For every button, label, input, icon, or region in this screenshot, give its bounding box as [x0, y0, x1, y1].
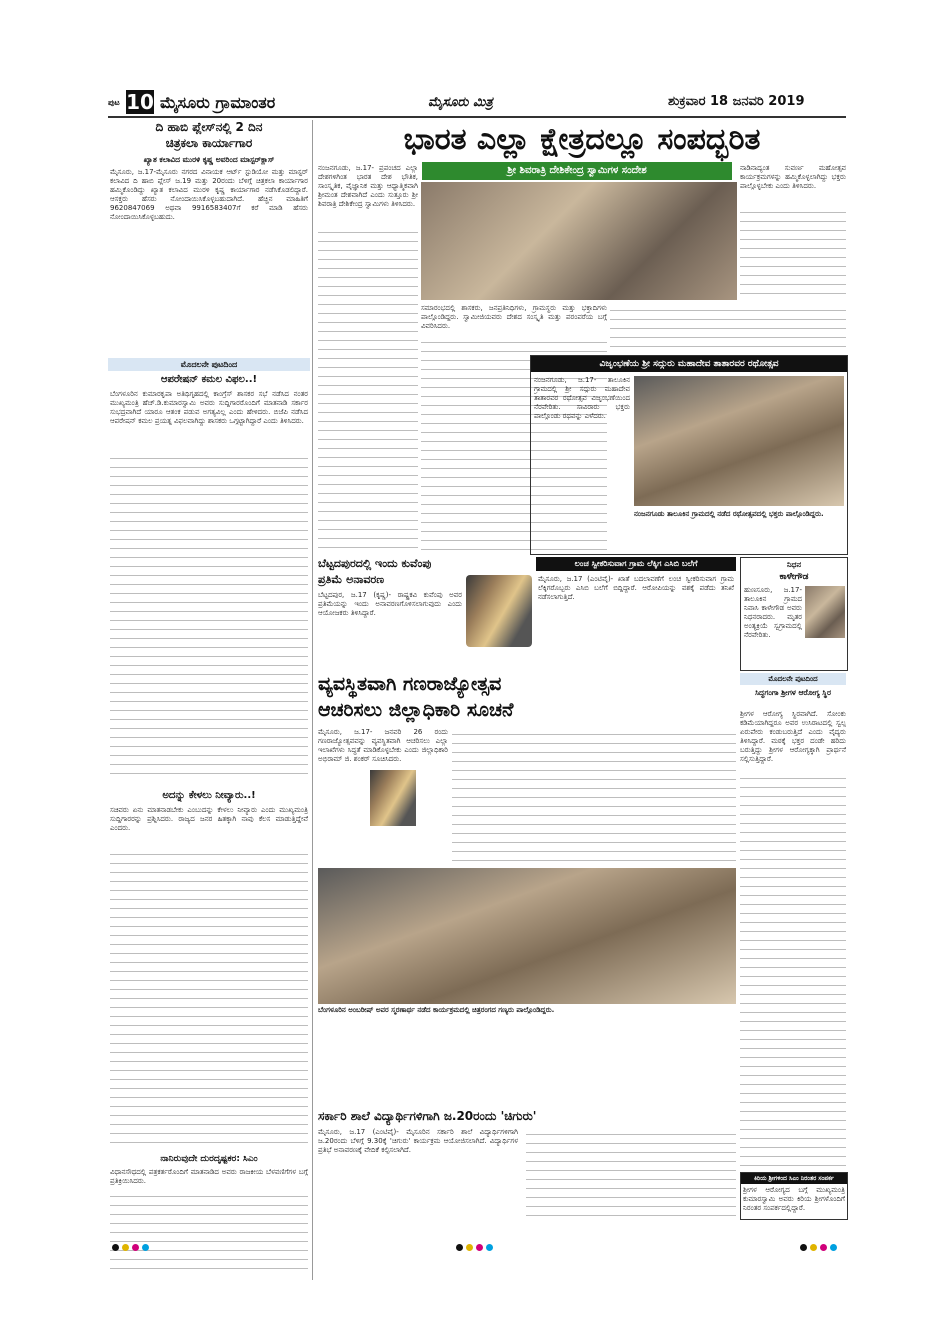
story3-body: ಸಚಿವರು ಏನು ಮಾತನಾಡಬೇಕು ಎಂಬುದನ್ನು ಕೇಳಲು ನೀವ್ಯಾರು ಎಂದು ಮುಖ್ಯಮಂತ್ರಿ ಸುದ್ದಿಗಾರರನ್ನು ಪ್ರಶ್ನಿಸಿದರು. ರಾಜ್ಯದ ಜನರ ಹಿತಕ್ಕಾಗಿ ನಾವು ಕೆಲಸ ಮಾಡುತ್ತಿದ್ದೇವೆ ಎಂದರು.	[110, 806, 308, 832]
story1-subtitle: ಖ್ಯಾತ ಕಲಾವಿದ ಮುರಳಿ ಕೃಷ್ಣ ಅವರಿಂದ ಮಾಸ್ಟರ್‌ಕ್ಲಾಸ್	[143, 155, 275, 164]
statue-story	[318, 557, 532, 667]
issue-date: ಶುಕ್ರವಾರ 18 ಜನವರಿ 2019	[668, 94, 805, 109]
right-body: ಶ್ರೀಗಳ ಆರೋಗ್ಯ ಸ್ಥಿರವಾಗಿದೆ. ಸೋಂಕು ಕಡಿಮೆಯಾಗಿದ್ದರೂ ಅವರ ಉಸಿರಾಟದಲ್ಲಿ ಸ್ವಲ್ಪ ಏರುಪೇರು ಕಂಡುಬರುತ್ತಿದೆ ಎಂದು ವೈದ್ಯರು ತಿಳಿಸಿದ್ದಾರೆ. ಮಠಕ್ಕೆ ಭಕ್ತರ ದಂಡೇ ಹರಿದು ಬರುತ್ತಿದ್ದು ಶ್ರೀಗಳ ಆರೋಗ್ಯಕ್ಕಾಗಿ ಪ್ರಾರ್ಥನೆ ಸಲ್ಲಿಸುತ್ತಿದ್ದಾರೆ.	[740, 710, 846, 763]
story2-body: ಬೆಂಗಳೂರಿನ ಕುಮಾರಕೃಪಾ ಅತಿಥಿಗೃಹದಲ್ಲಿ ಕಾಂಗ್ರೆಸ್ ಶಾಸಕರ ಸಭೆ ನಡೆಸಿದ ನಂತರ ಮುಖ್ಯಮಂತ್ರಿ ಹೆಚ್.ಡಿ.ಕುಮಾರಸ್ವಾಮಿ ಅವರು ಸುದ್ದಿಗಾರರೊಂದಿಗೆ ಮಾತನಾಡಿ ಸರ್ಕಾರ ಸುಭದ್ರವಾಗಿದೆ ಯಾರೂ ಆತಂಕ ಪಡುವ ಅಗತ್ಯವಿಲ್ಲ ಎಂದು ಹೇಳಿದರು. ಬಿಜೆಪಿ ನಡೆಸಿದ ಆಪರೇಷನ್ ಕಮಲ ಪ್ರಯತ್ನ ವಿಫಲವಾಗಿದ್ದು ಶಾಸಕರು ಒಗ್ಗಟ್ಟಾಗಿದ್ದಾರೆ ಎಂದು ತಿಳಿಸಿದರು.	[110, 390, 308, 425]
republic-title-1: ವ್ಯವಸ್ಥಿತವಾಗಿ ಗಣರಾಜ್ಯೋತ್ಸವ	[318, 673, 502, 695]
main-photo	[421, 182, 737, 300]
page-header	[108, 88, 846, 118]
page-label: ಪುಟ	[108, 98, 120, 107]
statue-title-1: ಬೆಟ್ಟದಪುರದಲ್ಲಿ ಇಂದು ಕುವೆಂಪು	[318, 557, 432, 570]
obituary-title: ನಿಧನ	[786, 560, 802, 569]
main-body-lower: ಸಮಾರಂಭದಲ್ಲಿ ಶಾಸಕರು, ಜನಪ್ರತಿನಿಧಿಗಳು, ಗ್ರಾಮಸ್ಥರು ಮತ್ತು ಭಕ್ತಾದಿಗಳು ಪಾಲ್ಗೊಂಡಿದ್ದರು. ಸ್ವಾಮೀಜಿಯವರು ದೇಶದ ಸಂಸ್ಕೃತಿ ಮತ್ತು ಪರಂಪರೆಯ ಬಗ್ಗೆ ವಿವರಿಸಿದರು.	[421, 304, 607, 330]
lanka-story	[536, 557, 736, 667]
main-body-col1: ನಂಜನಗೂಡು, ಜ.17- ಪ್ರಪಂಚದ ಎಲ್ಲಾ ದೇಶಗಳಿಗಿಂತ ಭಾರತ ದೇಶ ಭೌತಿಕ, ಸಾಂಸ್ಕೃತಿಕ, ವೈಜ್ಞಾನಿಕ ಮತ್ತು ಆಧ್ಯಾತ್ಮಿಕವಾಗಿ ಶ್ರೀಮಂತ ದೇಶವಾಗಿದೆ ಎಂದು ಸುತ್ತೂರು ಶ್ರೀ ಶಿವರಾತ್ರಿ ದೇಶಿಕೇಂದ್ರ ಸ್ವಾಮಿಗಳು ತಿಳಿಸಿದರು.	[318, 164, 418, 208]
obituary-box	[740, 557, 848, 671]
story4-body: ವಿಧಾನಸೌಧದಲ್ಲಿ ಪತ್ರಕರ್ತರೊಂದಿಗೆ ಮಾತನಾಡಿದ ಅವರು ರಾಜಕೀಯ ಬೆಳವಣಿಗೆಗಳ ಬಗ್ಗೆ ಪ್ರತಿಕ್ರಿಯಿಸಿದರು.	[110, 1168, 308, 1185]
rathotsava-body: ನಂಜನಗೂಡು, ಜ.17- ತಾಲೂಕಿನ ಗ್ರಾಮದಲ್ಲಿ ಶ್ರೀ ಸದ್ಗುರು ಮಹಾದೇವ ತಾತಾರವರ ರಥೋತ್ಸವ ವಿಜೃಂಭಣೆಯಿಂದ ನೆರವೇರಿತು. ಸಾವಿರಾರು ಭಕ್ತರು ಪಾಲ್ಗೊಂಡು ರಥವನ್ನು ಎಳೆದರು.	[534, 376, 630, 420]
event-caption: ಬೆಂಗಳೂರಿನ ಅಂಬರೀಷ್ ಅವರ ಸ್ಮರಣಾರ್ಥ ನಡೆದ ಕಾರ್ಯಕ್ರಮದಲ್ಲಿ ಚಿತ್ರರಂಗದ ಗಣ್ಯರು ಪಾಲ್ಗೊಂಡಿದ್ದರು.	[318, 1006, 555, 1014]
dc-photo	[370, 770, 416, 826]
obituary-name: ಕಾಳೇಗೌಡ	[779, 572, 809, 582]
story2-title: ಆಪರೇಷನ್ ಕಮಲ ವಿಫಲ..!	[160, 374, 258, 385]
right-box	[740, 1172, 848, 1220]
section-title: ಮೈಸೂರು ಗ್ರಾಮಾಂತರ	[160, 93, 276, 112]
left-column	[108, 120, 310, 1280]
registration-marks-center	[456, 1236, 496, 1255]
main-body-lower-right	[610, 304, 846, 352]
right-box-body: ಶ್ರೀಗಳ ಆರೋಗ್ಯದ ಬಗ್ಗೆ ಮುಖ್ಯಮಂತ್ರಿ ಕುಮಾರಸ್ವಾಮಿ ಅವರು ಕಿರಿಯ ಶ್ರೀಗಳೊಂದಿಗೆ ನಿರಂತರ ಸಂಪರ್ಕದಲ್ಲಿದ್ದಾರೆ.	[743, 1186, 845, 1212]
rathotsava-photo	[634, 376, 844, 506]
story1-body: ಮೈಸೂರು, ಜ.17-ಮೈಸೂರು ನಗರದ ವಿನಾಯಕ ಆರ್ಟ್ ಸ್ಟುಡಿಯೋ ಮತ್ತು ಮಾಸ್ಟರ್ ಕಲಾವಿದ ದಿ ಹಾಬಿ ಪ್ಲೇಸ್ ಜ.19 ಮತ್ತು 20ರಂದು ಬೆಳಿಗ್ಗೆ ಚಿತ್ರಕಲಾ ಕಾರ್ಯಾಗಾರ ಹಮ್ಮಿಕೊಂಡಿದ್ದು ಖ್ಯಾತ ಕಲಾವಿದ ಮುರಳಿ ಕೃಷ್ಣ ಕಾರ್ಯಾಗಾರ ನಡೆಸಿಕೊಡಲಿದ್ದಾರೆ. ಆಸಕ್ತರು ಹೆಸರು ನೋಂದಾಯಿಸಿಕೊಳ್ಳಬಹುದಾಗಿದೆ. ಹೆಚ್ಚಿನ ಮಾಹಿತಿಗೆ 9620847069 ಅಥವಾ 9916583407ಗೆ ಕರೆ ಮಾಡಿ ಹೆಸರು ನೋಂದಾಯಿಸಿಕೊಳ್ಳಬಹುದು.	[110, 168, 308, 221]
republic-body: ಮೈಸೂರು, ಜ.17- ಜನವರಿ 26 ರಂದು ಗಣರಾಜ್ಯೋತ್ಸವವನ್ನು ವ್ಯವಸ್ಥಿತವಾಗಿ ಆಚರಿಸಲು ಎಲ್ಲಾ ಇಲಾಖೆಗಳು ಸಿದ್ಧತೆ ಮಾಡಿಕೊಳ್ಳಬೇಕು ಎಂದು ಜಿಲ್ಲಾಧಿಕಾರಿ ಅಭಿರಾಮ್ ಜಿ. ಶಂಕರ್ ಸೂಚಿಸಿದರು.	[318, 728, 448, 763]
rathotsava-box	[530, 355, 848, 555]
main-strap: ಶ್ರೀ ಶಿವರಾತ್ರಿ ದೇಶಿಕೇಂದ್ರ ಸ್ವಾಮಿಗಳ ಸಂದೇಶ	[422, 162, 732, 180]
registration-marks-left	[112, 1236, 152, 1255]
continued-label-right: ಮೊದಲನೇ ಪುಟದಿಂದ	[740, 673, 846, 685]
right-body-cont	[740, 772, 846, 1168]
paper-name: ಮೈಸೂರು ಮಿತ್ರ	[428, 95, 493, 110]
main-body-col4-cont	[740, 206, 846, 300]
statue-body: ಬೆಟ್ಟದಪುರ, ಜ.17 (ಕೃಷ್ಣ)- ರಾಷ್ಟ್ರಕವಿ ಕುವೆಂಪು ಅವರ ಪ್ರತಿಮೆಯನ್ನು ಇಂದು ಅನಾವರಣಗೊಳಿಸಲಾಗುವುದು ಎಂದು ಆಯೋಜಕರು ತಿಳಿಸಿದ್ದಾರೆ.	[318, 591, 462, 617]
kuvempu-photo	[466, 575, 532, 647]
rathotsava-title: ವಿಜೃಂಭಣೆಯ ಶ್ರೀ ಸದ್ಗುರು ಮಹಾದೇವ ತಾತಾರವರ ರಥೋತ್ಸವ	[531, 356, 847, 372]
story4-title: ನಾನಿರುವುದೇ ದುರದೃಷ್ಟಕರ: ಸಿಎಂ	[160, 1154, 258, 1164]
main-body-col4: ನಾಡಿನಾದ್ಯಂತ ಸುವರ್ಣ ಮಹೋತ್ಸವ ಕಾರ್ಯಕ್ರಮಗಳನ್ನು ಹಮ್ಮಿಕೊಳ್ಳಲಾಗಿದ್ದು ಭಕ್ತರು ಪಾಲ್ಗೊಳ್ಳಬೇಕು ಎಂದು ತಿಳಿಸಿದರು.	[740, 164, 846, 190]
story3-title: ಅದನ್ನು ಕೇಳಲು ನೀವ್ಯಾರು..!	[162, 790, 256, 801]
story1-title-1: ದಿ ಹಾಬಿ ಪ್ಲೇಸ್‌ನಲ್ಲಿ 2 ದಿನ	[155, 120, 263, 134]
obituary-body: ಹುಣಸೂರು, ಜ.17- ತಾಲೂಕಿನ ಗ್ರಾಮದ ನಿವಾಸಿ ಕಾಳೇಗೌಡ ಅವರು ನಿಧನರಾದರು. ಮೃತರ ಅಂತ್ಯಕ್ರಿಯೆ ಸ್ವಗ್ರಾಮದಲ್ಲಿ ನೆರವೇರಿತು.	[744, 586, 802, 639]
chiguru-body-cont	[526, 1128, 736, 1218]
main-headline: ಭಾರತ ಎಲ್ಲಾ ಕ್ಷೇತ್ರದಲ್ಲೂ ಸಂಪದ್ಭರಿತ	[403, 122, 761, 157]
right-title: ಸಿದ್ಧಗಂಗಾ ಶ್ರೀಗಳ ಆರೋಗ್ಯ ಸ್ಥಿರ	[754, 688, 832, 697]
continued-label-left: ಮೊದಲನೇ ಪುಟದಿಂದ	[108, 358, 310, 371]
chiguru-title: ಸರ್ಕಾರಿ ಶಾಲೆ ವಿದ್ಯಾರ್ಥಿಗಳಿಗಾಗಿ ಜ.20ರಂದು 'ಚಿಗುರು'	[318, 1109, 537, 1123]
republic-body-cont	[452, 728, 736, 866]
right-box-title: ಕಿರಿಯ ಶ್ರೀಗಳಿಂದ ಸಿಎಂ ನಿರಂತರ ಸಂಪರ್ಕ	[741, 1173, 847, 1184]
story4-body-cont	[110, 1190, 308, 1274]
obituary-photo	[805, 586, 845, 638]
story1-title-2: ಚಿತ್ರಕಲಾ ಕಾರ್ಯಾಗಾರ	[165, 136, 253, 150]
page-number: 10	[126, 90, 154, 114]
event-photo	[318, 868, 736, 1004]
chiguru-body: ಮೈಸೂರು, ಜ.17 (ಎಂಟಿವೈ)- ಮೈಸೂರಿನ ಸರ್ಕಾರಿ ಶಾಲೆ ವಿದ್ಯಾರ್ಥಿಗಳಿಗಾಗಿ ಜ.20ರಂದು ಬೆಳಿಗ್ಗೆ 9.30ಕ್ಕೆ 'ಚಿಗುರು' ಕಾರ್ಯಕ್ರಮ ಆಯೋಜಿಸಲಾಗಿದೆ. ವಿದ್ಯಾರ್ಥಿಗಳ ಪ್ರತಿಭೆ ಅನಾವರಣಕ್ಕೆ ವೇದಿಕೆ ಕಲ್ಪಿಸಲಾಗಿದೆ.	[318, 1128, 518, 1154]
header-rule	[108, 116, 846, 118]
rathotsava-caption: ನಂಜನಗೂಡು ತಾಲೂಕಿನ ಗ್ರಾಮದಲ್ಲಿ ನಡೆದ ರಥೋತ್ಸವದಲ್ಲಿ ಭಕ್ತರು ಪಾಲ್ಗೊಂಡಿದ್ದರು.	[634, 510, 824, 518]
republic-story	[318, 672, 736, 1022]
story3-body-cont	[110, 848, 308, 1148]
story2-body-cont	[110, 452, 308, 782]
main-body-col1-cont	[318, 226, 418, 552]
chiguru-story	[318, 1108, 736, 1218]
registration-marks-right	[800, 1236, 840, 1255]
left-divider	[312, 120, 313, 1280]
lanka-body: ಮೈಸೂರು, ಜ.17 (ಎಂಟಿವೈ)- ಖಾತೆ ಬದಲಾವಣೆಗೆ ಲಂಚ ಸ್ವೀಕರಿಸುವಾಗ ಗ್ರಾಮ ಲೆಕ್ಕಿಗರೊಬ್ಬರು ಎಸಿಬಿ ಬಲೆಗೆ ಬಿದ್ದಿದ್ದಾರೆ. ಆರೋಪಿಯನ್ನು ವಶಕ್ಕೆ ಪಡೆದು ತನಿಖೆ ನಡೆಸಲಾಗುತ್ತಿದೆ.	[538, 575, 734, 601]
statue-title-2: ಪ್ರತಿಮೆ ಅನಾವರಣ	[318, 573, 385, 586]
lanka-title: ಲಂಚ ಸ್ವೀಕರಿಸುವಾಗ ಗ್ರಾಮ ಲೆಕ್ಕಿಗ ಎಸಿಬಿ ಬಲೆಗೆ	[536, 557, 736, 571]
republic-title-2: ಆಚರಿಸಲು ಜಿಲ್ಲಾಧಿಕಾರಿ ಸೂಚನೆ	[318, 699, 514, 721]
